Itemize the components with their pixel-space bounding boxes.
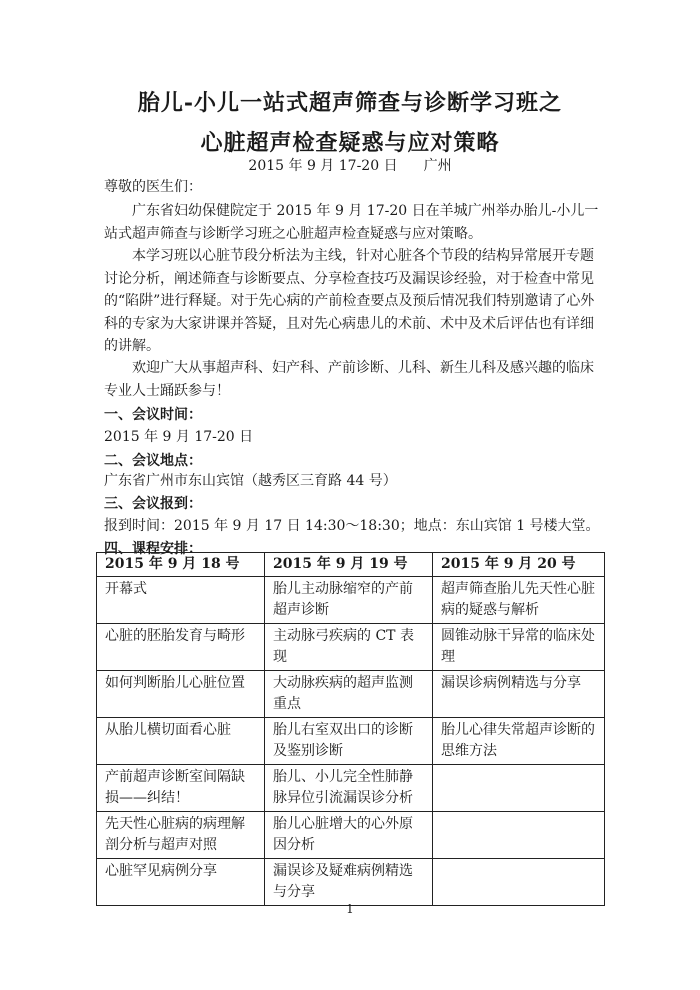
table-cell: 胎儿右室双出口的诊断及鉴别诊断 — [265, 718, 433, 765]
table-cell: 大动脉疾病的超声监测重点 — [265, 671, 433, 718]
paragraph-welcome: 欢迎广大从事超声科、妇产科、产前诊断、儿科、新生儿科及感兴趣的临床专业人士踊跃参与！ — [104, 360, 594, 399]
table-row — [97, 859, 605, 906]
title-line-1: 胎儿-小儿一站式超声筛查与诊断学习班之 — [137, 90, 563, 116]
title-line-2: 心脏超声检查疑惑与应对策略 — [200, 130, 500, 156]
event-date: 2015 年 9 月 17-20 日 — [248, 158, 398, 174]
table-cell: 主动脉弓疾病的 CT 表现 — [265, 624, 433, 671]
section-heading-meeting-time: 一、会议时间： — [104, 407, 202, 423]
table-cell: 漏误诊及疑难病例精选与分享 — [265, 859, 433, 906]
table-cell: 漏误诊病例精选与分享 — [433, 671, 605, 718]
registration-value: 报到时间：2015 年 9 月 17 日 14:30～18:30；地点：东山宾馆 1 号楼大堂。 — [104, 518, 600, 534]
table-cell: 胎儿心脏增大的心外原因分析 — [265, 812, 433, 859]
section-heading-course-schedule: 四、课程安排： — [104, 541, 202, 557]
meeting-location-value: 广东省广州市东山宾馆（越秀区三育路 44 号） — [104, 473, 397, 489]
table-cell: 超声筛查胎儿先天性心脏病的疑惑与解析 — [433, 577, 605, 624]
table-cell: 心脏的胚胎发育与畸形 — [97, 624, 265, 671]
table-cell: 开幕式 — [97, 577, 265, 624]
table-cell: 胎儿主动脉缩窄的产前超声诊断 — [265, 577, 433, 624]
section-heading-meeting-location: 二、会议地点： — [104, 453, 202, 469]
table-row — [97, 718, 605, 765]
table-cell: 胎儿、小儿完全性肺静脉异位引流漏误诊分析 — [265, 765, 433, 812]
table-row — [97, 577, 605, 624]
event-city: 广州 — [423, 158, 452, 174]
table-row — [97, 624, 605, 671]
table-cell: 从胎儿横切面看心脏 — [97, 718, 265, 765]
paragraph-description: 本学习班以心脏节段分析法为主线，针对心脏各个节段的结构异常展开专题讨论分析，阐述筛查与诊断要点、分享检查技巧及漏误诊经验，对于检查中常见的“陷阱”进行释疑。对于先心病的产前检查要点及预后情况我们特别邀请了心外科的专家为大家讲课并答疑，且对先心病患儿的术前、术中及术后评估也有详细的讲解。 — [104, 248, 595, 354]
table-row — [97, 671, 605, 718]
table-cell — [433, 765, 605, 812]
table-cell — [433, 812, 605, 859]
table-cell: 心脏罕见病例分享 — [97, 859, 265, 906]
page-number: 1 — [346, 902, 354, 916]
table-cell: 胎儿心律失常超声诊断的思维方法 — [433, 718, 605, 765]
table-cell — [433, 859, 605, 906]
course-schedule-table — [96, 552, 605, 906]
meeting-time-value: 2015 年 9 月 17-20 日 — [104, 429, 254, 445]
table-cell: 圆锥动脉干异常的临床处理 — [433, 624, 605, 671]
table-cell: 产前超声诊断室间隔缺损——纠结！ — [97, 765, 265, 812]
paragraph-intro: 广东省妇幼保健院定于 2015 年 9 月 17-20 日在羊城广州举办胎儿-小儿一站式超声筛查与诊断学习班之心脏超声检查疑惑与应对策略。 — [104, 203, 599, 242]
column-header-day3: 2015 年 9 月 20 号 — [433, 553, 605, 577]
date-location-line — [0, 155, 700, 175]
table-cell: 先天性心脏病的病理解剖分析与超声对照 — [97, 812, 265, 859]
table-header-row — [97, 553, 605, 577]
table-cell: 如何判断胎儿心脏位置 — [97, 671, 265, 718]
table-row — [97, 765, 605, 812]
salutation: 尊敬的医生们： — [104, 179, 202, 195]
table-row — [97, 812, 605, 859]
column-header-day2: 2015 年 9 月 19 号 — [265, 553, 433, 577]
column-header-day1: 2015 年 9 月 18 号 — [97, 553, 265, 577]
section-heading-registration: 三、会议报到： — [104, 496, 202, 512]
